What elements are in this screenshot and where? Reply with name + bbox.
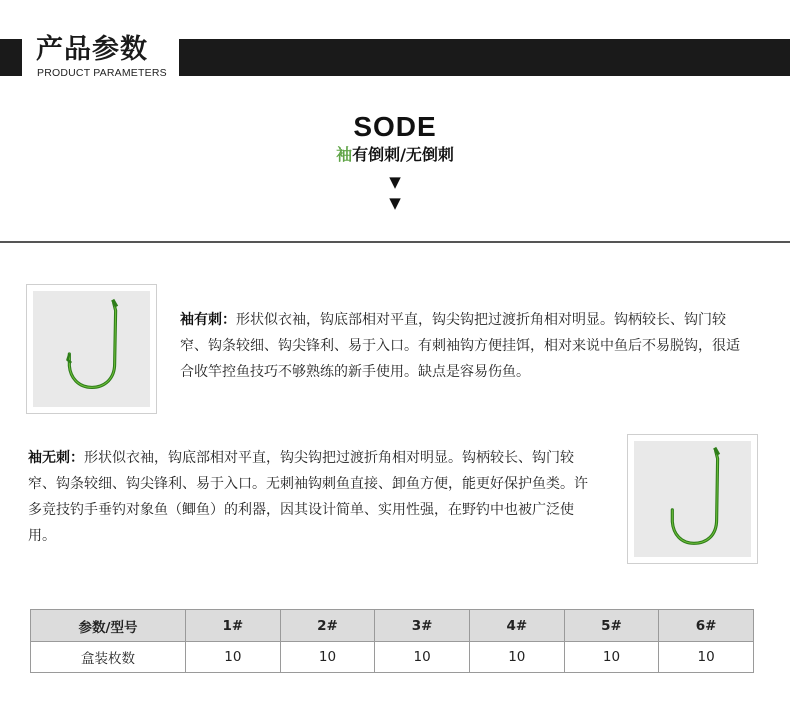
section-divider bbox=[0, 241, 790, 243]
table-header-model: 1# bbox=[186, 610, 281, 642]
table-cell: 10 bbox=[659, 642, 754, 673]
table-header-model: 4# bbox=[469, 610, 564, 642]
barbless-lead: 袖无刺： bbox=[28, 450, 84, 466]
table-header-model: 6# bbox=[659, 610, 754, 642]
barbless-text: 形状似衣袖，钩底部相对平直，钩尖钩把过渡折角相对明显。钩柄较长、钩门较窄、钩条较细、钩尖锋利、易于入口。无刺袖钩刺鱼直接、卸鱼方便，能更好保护鱼类。许多竞技钓手垂钓对象鱼（鲫鱼）的利器，因其设计简单、实用性强，在野钓中也被广泛使用。 bbox=[28, 450, 588, 544]
down-arrow-icon: ▼ bbox=[389, 173, 401, 191]
table-header-label: 参数/型号 bbox=[31, 610, 186, 642]
table-cell: 10 bbox=[186, 642, 281, 673]
model-subtitle-accent: 袖 bbox=[336, 145, 353, 164]
barbed-lead: 袖有刺： bbox=[180, 312, 236, 328]
model-subtitle bbox=[0, 144, 790, 166]
table-header-row bbox=[31, 610, 754, 642]
down-arrow-icon: ▼ bbox=[389, 194, 401, 212]
barbless-hook-image bbox=[627, 434, 758, 564]
header-bar-right bbox=[179, 39, 790, 76]
table-row bbox=[31, 642, 754, 673]
table-row-label: 盒装枚数 bbox=[31, 642, 186, 673]
barbed-description bbox=[180, 307, 745, 385]
fishing-hook-icon bbox=[27, 285, 156, 413]
barbless-description bbox=[28, 445, 598, 549]
model-subtitle-rest: 有倒刺/无倒刺 bbox=[352, 145, 454, 164]
table-header-model: 3# bbox=[375, 610, 470, 642]
table-header-model: 5# bbox=[564, 610, 659, 642]
table-header-model: 2# bbox=[280, 610, 375, 642]
spec-table bbox=[30, 609, 754, 673]
fishing-hook-icon bbox=[628, 435, 757, 563]
table-cell: 10 bbox=[280, 642, 375, 673]
section-subtitle: PRODUCT PARAMETERS bbox=[37, 67, 167, 79]
table-cell: 10 bbox=[375, 642, 470, 673]
table-cell: 10 bbox=[564, 642, 659, 673]
barbed-hook-image bbox=[26, 284, 157, 414]
section-title: 产品参数 bbox=[36, 34, 148, 65]
barbed-text: 形状似衣袖，钩底部相对平直，钩尖钩把过渡折角相对明显。钩柄较长、钩门较窄、钩条较细、钩尖锋利、易于入口。有刺袖钩方便挂饵，相对来说中鱼后不易脱钩，很适合收竿控鱼技巧不够熟练的新手使用。缺点是容易伤鱼。 bbox=[180, 312, 740, 380]
model-name: SODE bbox=[353, 111, 437, 142]
table-cell: 10 bbox=[469, 642, 564, 673]
header-bar-left bbox=[0, 39, 22, 76]
